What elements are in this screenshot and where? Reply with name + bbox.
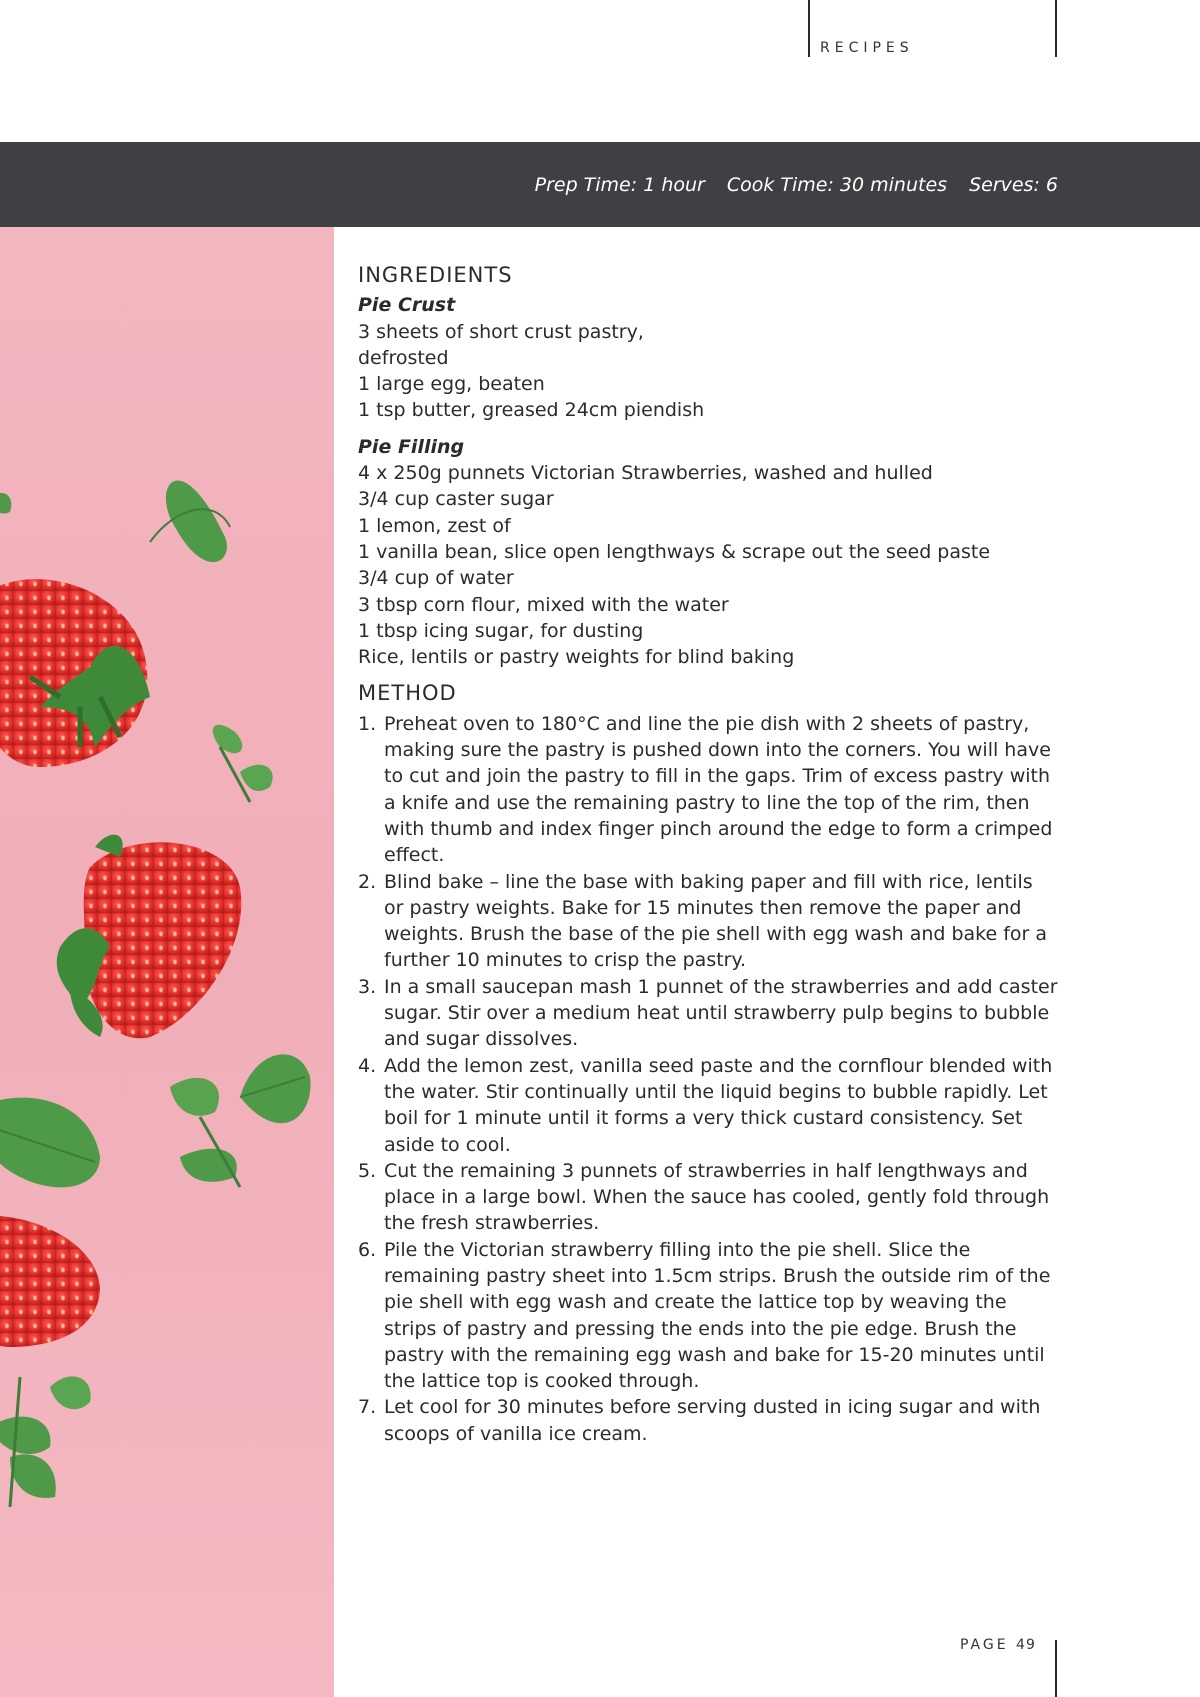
method-step-text: Add the lemon zest, vanilla seed paste and the cornflour blended with the water. Stir continually until the liquid begins to bubble rapidly. Let boil for 1 minute until it forms a very thick custard consistency. Set aside to cool. bbox=[384, 1054, 1053, 1156]
ingredient-item: 4 x 250g punnets Victorian Strawberries, washed and hulled bbox=[358, 462, 933, 485]
recipe-content bbox=[358, 262, 1058, 1447]
page-number-value: 49 bbox=[1016, 1637, 1036, 1653]
footer-rule bbox=[1055, 1640, 1057, 1697]
method-step: 2. Blind bake – line the base with baking paper and fill with rice, lentils or pastry weights. Bake for 15 minutes then remove the paper and weights. Brush the base of the pie shell with egg wash and bake for a further 10 minutes to crisp the pastry. bbox=[358, 870, 1048, 972]
recipe-info-bar bbox=[0, 142, 1200, 227]
ingredient-group-title: Pie Crust bbox=[358, 294, 456, 317]
method-step: 5. Cut the remaining 3 punnets of strawberries in half lengthways and place in a large bowl. When the sauce has cooled, gently fold through the fresh strawberries. bbox=[358, 1159, 1050, 1235]
ingredient-item: 3 tbsp corn flour, mixed with the water bbox=[358, 593, 729, 616]
ingredient-item: 3 sheets of short crust pastry, bbox=[358, 320, 644, 343]
method-step-text: Pile the Victorian strawberry filling into the pie shell. Slice the remaining pastry sheet into 1.5cm strips. Brush the outside rim of the pie shell with egg wash and create the lattice top by weaving the strips of pastry and pressing the ends into the pie edge. Brush the pastry with the remaining egg wash and bake for 15-20 minutes until the lattice top is cooked through. bbox=[384, 1238, 1051, 1393]
method-heading: METHOD bbox=[358, 681, 457, 706]
ingredient-group-pie-filling bbox=[358, 434, 1058, 671]
method-steps bbox=[358, 711, 1058, 1447]
strawberry-photo bbox=[0, 227, 334, 1697]
ingredient-item: 1 tbsp icing sugar, for dusting bbox=[358, 619, 644, 642]
page-label: PAGE bbox=[960, 1637, 1009, 1653]
ingredient-item: 3/4 cup of water bbox=[358, 567, 514, 590]
method-step-text: In a small saucepan mash 1 punnet of the strawberries and add caster sugar. Stir over a medium heat until strawberry pulp begins to bubble and sugar dissolves. bbox=[384, 975, 1058, 1051]
method-step: 7. Let cool for 30 minutes before serving dusted in icing sugar and with scoops of vanilla ice cream. bbox=[358, 1396, 1041, 1445]
ingredient-item: Rice, lentils or pastry weights for blind baking bbox=[358, 646, 795, 669]
method-step-text: Blind bake – line the base with baking paper and fill with rice, lentils or pastry weights. Bake for 15 minutes then remove the paper and weights. Brush the base of the pie shell with egg wash and bake for a further 10 minutes to crisp the pastry. bbox=[384, 870, 1048, 972]
method-step: 6. Pile the Victorian strawberry filling into the pie shell. Slice the remaining pastry sheet into 1.5cm strips. Brush the outside rim of the pie shell with egg wash and create the lattice top by weaving the strips of pastry and pressing the ends into the pie edge. Brush the pastry with the remaining egg wash and bake for 15-20 minutes until the lattice top is cooked through. bbox=[358, 1238, 1051, 1393]
mint-leaf-2 bbox=[170, 1054, 310, 1187]
section-label: RECIPES bbox=[820, 40, 914, 56]
cook-time: Cook Time: 30 minutes bbox=[726, 173, 948, 196]
ingredient-item: 1 lemon, zest of bbox=[358, 514, 511, 537]
method-step: 4. Add the lemon zest, vanilla seed paste and the cornflour blended with the water. Stir continually until the liquid begins to bubble rapidly. Let boil for 1 minute until it forms a very thick custard consistency. Set aside to cool. bbox=[358, 1054, 1053, 1156]
ingredient-group-title: Pie Filling bbox=[358, 435, 465, 458]
method-step-text: Let cool for 30 minutes before serving dusted in icing sugar and with scoops of vanilla ice cream. bbox=[384, 1396, 1041, 1445]
ingredient-group-pie-crust bbox=[358, 292, 1058, 423]
method-step-text: Preheat oven to 180°C and line the pie dish with 2 sheets of pastry, making sure the pastry is pushed down into the corners. You will have to cut and join the pastry to fill in the gaps. Trim of excess pastry with a knife and use the remaining pastry to line the top of the rim, then with thumb and index finger pinch around the edge to form a crimped effect. bbox=[384, 712, 1053, 867]
prep-time: Prep Time: 1 hour bbox=[534, 173, 705, 196]
page-number bbox=[960, 1637, 1036, 1653]
strawberry-2 bbox=[57, 835, 242, 1039]
mint-leaf-1 bbox=[150, 481, 230, 563]
mint-sprig-1 bbox=[213, 725, 273, 802]
mint-leaf-3 bbox=[0, 1098, 100, 1188]
ingredient-item: 1 vanilla bean, slice open lengthways & scrape out the seed paste bbox=[358, 540, 991, 563]
method-step-text: Cut the remaining 3 punnets of strawberries in half lengthways and place in a large bowl. When the sauce has cooled, gently fold through the fresh strawberries. bbox=[384, 1159, 1050, 1235]
strawberry-illustration bbox=[0, 227, 334, 1697]
strawberry-1 bbox=[0, 579, 150, 767]
mint-sprig-2 bbox=[0, 1376, 91, 1507]
ingredients-heading: INGREDIENTS bbox=[358, 263, 513, 287]
serves: Serves: 6 bbox=[969, 173, 1058, 196]
ingredient-item: 1 tsp butter, greased 24cm piendish bbox=[358, 399, 705, 422]
mint-leaf-4 bbox=[0, 493, 11, 514]
ingredient-item: defrosted bbox=[358, 346, 449, 369]
method-step: 3. In a small saucepan mash 1 punnet of the strawberries and add caster sugar. Stir over a medium heat until strawberry pulp begins to bubble and sugar dissolves. bbox=[358, 975, 1058, 1051]
header-rule-right bbox=[1055, 0, 1057, 57]
ingredient-item: 3/4 cup caster sugar bbox=[358, 488, 554, 511]
header-rule-left bbox=[808, 0, 810, 57]
strawberry-3 bbox=[0, 1215, 100, 1347]
ingredient-item: 1 large egg, beaten bbox=[358, 373, 545, 396]
method-step: 1. Preheat oven to 180°C and line the pie dish with 2 sheets of pastry, making sure the pastry is pushed down into the corners. You will have to cut and join the pastry to fill in the gaps. Trim of excess pastry with a knife and use the remaining pastry to line the top of the rim, then with thumb and index finger pinch around the edge to form a crimped effect. bbox=[358, 712, 1053, 867]
